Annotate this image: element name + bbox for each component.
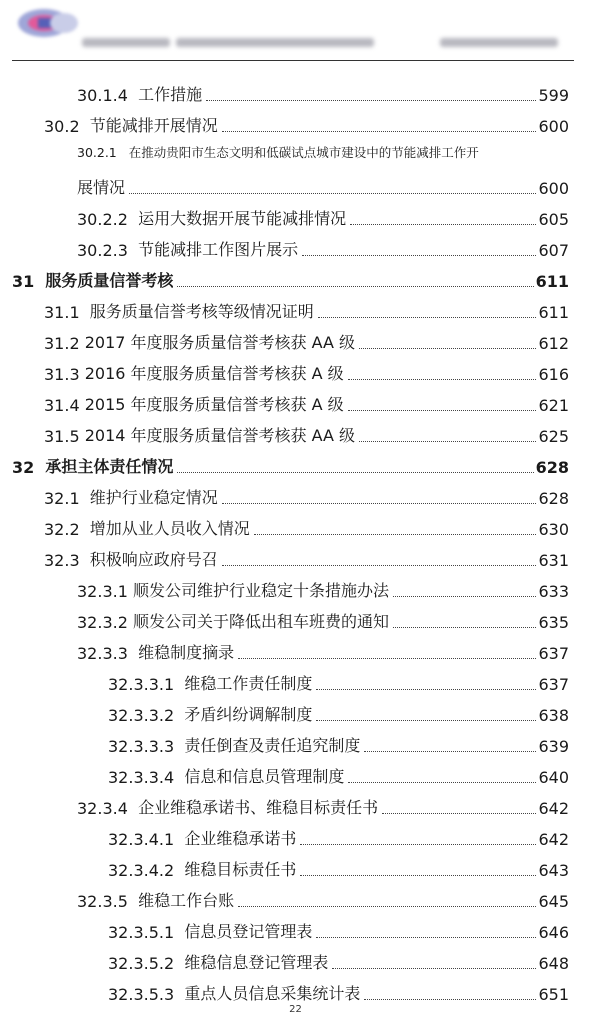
toc-entry-title: 维稳目标责任书 <box>184 860 297 879</box>
toc-entry-page: 646 <box>538 923 569 942</box>
dot-leader <box>318 316 537 318</box>
toc-entry-page: 625 <box>538 427 569 446</box>
toc-entry[interactable] <box>44 361 569 384</box>
dot-leader <box>222 564 537 566</box>
toc-entry-title: 维稳制度摘录 <box>138 643 235 662</box>
toc-entry[interactable] <box>77 888 569 911</box>
toc-entry-number: 30.2.1 <box>77 145 117 160</box>
toc-entry[interactable] <box>44 330 569 353</box>
toc-entry-page: 640 <box>538 768 569 787</box>
toc-entry-number: 32.3.3.2 <box>108 706 175 725</box>
toc-entry[interactable] <box>44 547 569 570</box>
toc-entry-page: 643 <box>538 861 569 880</box>
page-number: 22 <box>289 1004 302 1015</box>
toc-entry-number: 32.3.3.3 <box>108 737 175 756</box>
toc-entry-title: 在推动贵阳市生态文明和低碳试点城市建设中的节能减排工作开 <box>128 145 479 160</box>
toc-entry-page: 599 <box>538 86 569 105</box>
toc-entry-title: 服务质量信誉考核 <box>45 271 174 290</box>
dot-leader <box>300 874 536 876</box>
dot-leader <box>348 409 537 411</box>
toc-entry-number: 32.3.5 <box>77 892 128 911</box>
toc-entry-page: 642 <box>538 799 569 818</box>
toc-entry-page: 651 <box>538 985 569 1004</box>
toc-entry-page: 616 <box>538 365 569 384</box>
toc-entry-page: 612 <box>538 334 569 353</box>
toc-entry-chapter[interactable] <box>12 454 569 477</box>
dot-leader <box>316 688 536 690</box>
toc-entry-wrapped-first-line[interactable] <box>77 144 479 162</box>
toc-entry-page: 639 <box>538 737 569 756</box>
dot-leader <box>382 812 536 814</box>
dot-leader <box>222 130 537 132</box>
toc-entry-number: 32.3.5.1 <box>108 923 175 942</box>
toc-entry-page: 635 <box>538 613 569 632</box>
dot-leader <box>359 347 536 349</box>
dot-leader <box>359 440 536 442</box>
toc-entry[interactable] <box>108 764 569 787</box>
toc-entry-number: 32.2 <box>44 520 80 539</box>
dot-leader <box>364 750 536 752</box>
toc-entry-title: 工作措施 <box>138 85 203 104</box>
toc-entry[interactable] <box>77 206 569 229</box>
toc-entry[interactable] <box>108 857 569 880</box>
toc-entry-number: 32.3.4.2 <box>108 861 175 880</box>
toc-entry[interactable] <box>108 950 569 973</box>
toc-entry[interactable] <box>44 423 569 446</box>
toc-entry[interactable] <box>77 795 569 818</box>
dot-leader <box>348 781 536 783</box>
toc-entry-number: 32.3.5.2 <box>108 954 175 973</box>
toc-entry[interactable] <box>108 702 569 725</box>
toc-entry-number: 31.1 <box>44 303 80 322</box>
toc-entry-title: 积极响应政府号召 <box>89 550 218 569</box>
toc-entry-number: 32.3 <box>44 551 80 570</box>
dot-leader <box>316 936 536 938</box>
dot-leader <box>254 533 537 535</box>
toc-entry-number: 32.3.2 <box>77 613 128 632</box>
toc-entry-title: 服务质量信誉考核等级情况证明 <box>89 302 314 321</box>
toc-entry-title: 维稳信息登记管理表 <box>184 953 329 972</box>
dot-leader <box>302 254 536 256</box>
toc-entry-title: 2016 年度服务质量信誉考核获 A 级 <box>84 364 344 383</box>
header-blurred-text <box>440 38 558 47</box>
toc-entry[interactable] <box>77 175 569 198</box>
toc-entry-title: 增加从业人员收入情况 <box>89 519 250 538</box>
dot-leader <box>332 967 536 969</box>
toc-entry-number: 32.1 <box>44 489 80 508</box>
toc-entry-title-continued: 展情况 <box>77 178 126 197</box>
toc-entry[interactable] <box>44 299 569 322</box>
toc-entry[interactable] <box>108 981 569 1004</box>
toc-entry-page: 600 <box>538 117 569 136</box>
dot-leader <box>364 998 536 1000</box>
toc-entry-page: 631 <box>538 551 569 570</box>
toc-entry-page: 637 <box>538 675 569 694</box>
toc-entry[interactable] <box>44 113 569 136</box>
toc-entry-title: 顺发公司维护行业稳定十条措施办法 <box>132 581 389 600</box>
dot-leader <box>238 657 536 659</box>
toc-entry-number: 32.3.3 <box>77 644 128 663</box>
toc-entry-number: 30.2.2 <box>77 210 128 229</box>
toc-entry-title: 维稳工作责任制度 <box>184 674 313 693</box>
toc-entry-title: 重点人员信息采集统计表 <box>184 984 361 1003</box>
toc-entry-number: 30.2.3 <box>77 241 128 260</box>
toc-entry-chapter[interactable] <box>12 268 569 291</box>
toc-entry-page: 642 <box>538 830 569 849</box>
dot-leader <box>177 471 533 473</box>
dot-leader <box>177 285 533 287</box>
dot-leader <box>300 843 536 845</box>
dot-leader <box>350 223 536 225</box>
toc-entry-title: 企业维稳承诺书、维稳目标责任书 <box>138 798 379 817</box>
dot-leader <box>206 99 536 101</box>
toc-entry-number: 31.3 <box>44 365 80 384</box>
toc-entry-number: 32.3.3.4 <box>108 768 175 787</box>
toc-entry-number: 32.3.3.1 <box>108 675 175 694</box>
toc-entry-page: 628 <box>535 458 569 477</box>
toc-entry-number: 32.3.5.3 <box>108 985 175 1004</box>
toc-entry-page: 600 <box>538 179 569 198</box>
toc-entry-number: 31 <box>12 272 35 291</box>
toc-entry-number: 30.2 <box>44 117 80 136</box>
toc-entry-title: 2014 年度服务质量信誉考核获 AA 级 <box>84 426 356 445</box>
toc-entry-title: 责任倒查及责任追究制度 <box>184 736 361 755</box>
toc-entry-number: 31.4 <box>44 396 80 415</box>
toc-entry-number: 30.1.4 <box>77 86 128 105</box>
toc-entry[interactable] <box>77 237 569 260</box>
dot-leader <box>316 719 536 721</box>
page-header <box>0 0 591 64</box>
toc-entry-page: 637 <box>538 644 569 663</box>
toc-entry-number: 32.3.4 <box>77 799 128 818</box>
toc-entry[interactable] <box>108 826 569 849</box>
toc-entry-page: 645 <box>538 892 569 911</box>
toc-entry[interactable] <box>108 919 569 942</box>
toc-entry-number: 32 <box>12 458 35 477</box>
toc-entry[interactable] <box>77 578 569 601</box>
dot-leader <box>129 192 536 194</box>
toc-entry-number: 31.2 <box>44 334 80 353</box>
toc-entry-page: 607 <box>538 241 569 260</box>
toc-entry[interactable] <box>77 609 569 632</box>
dot-leader <box>393 626 536 628</box>
toc-entry-title: 2015 年度服务质量信誉考核获 A 级 <box>84 395 344 414</box>
toc-entry-number: 32.3.1 <box>77 582 128 601</box>
toc-entry-title: 信息和信息员管理制度 <box>184 767 345 786</box>
toc-entry-page: 611 <box>538 303 569 322</box>
toc-entry-page: 630 <box>538 520 569 539</box>
dot-leader <box>222 502 537 504</box>
toc-entry-page: 633 <box>538 582 569 601</box>
dot-leader <box>393 595 536 597</box>
toc-entry-title: 信息员登记管理表 <box>184 922 313 941</box>
toc-entry-title: 矛盾纠纷调解制度 <box>184 705 313 724</box>
toc-entry[interactable] <box>77 82 569 105</box>
toc-entry-number: 31.5 <box>44 427 80 446</box>
toc-entry-title: 2017 年度服务质量信誉考核获 AA 级 <box>84 333 356 352</box>
toc-entry[interactable] <box>77 640 569 663</box>
toc-entry[interactable] <box>44 392 569 415</box>
dot-leader <box>238 905 536 907</box>
toc-entry-title: 维稳工作台账 <box>138 891 235 910</box>
toc-entry-page: 638 <box>538 706 569 725</box>
toc-entry-page: 621 <box>538 396 569 415</box>
toc-entry-number: 32.3.4.1 <box>108 830 175 849</box>
toc-entry-title: 运用大数据开展节能减排情况 <box>138 209 347 228</box>
toc-entry-title: 维护行业稳定情况 <box>89 488 218 507</box>
toc-entry-title: 节能减排开展情况 <box>89 116 218 135</box>
toc-entry-title: 企业维稳承诺书 <box>184 829 297 848</box>
header-divider <box>12 60 574 61</box>
toc-entry[interactable] <box>108 671 569 694</box>
toc-entry-page: 648 <box>538 954 569 973</box>
toc-entry-title: 顺发公司关于降低出租车班费的通知 <box>132 612 389 631</box>
toc-entry-page: 611 <box>535 272 569 291</box>
company-logo-icon <box>14 4 84 42</box>
toc-entry-page: 605 <box>538 210 569 229</box>
header-blurred-text <box>176 38 374 47</box>
toc-entry[interactable] <box>108 733 569 756</box>
toc-entry[interactable] <box>44 485 569 508</box>
toc-entry-title: 节能减排工作图片展示 <box>138 240 299 259</box>
toc-entry-page: 628 <box>538 489 569 508</box>
header-blurred-text <box>82 38 170 47</box>
dot-leader <box>348 378 537 380</box>
toc-entry[interactable] <box>44 516 569 539</box>
toc-entry-title: 承担主体责任情况 <box>45 457 174 476</box>
